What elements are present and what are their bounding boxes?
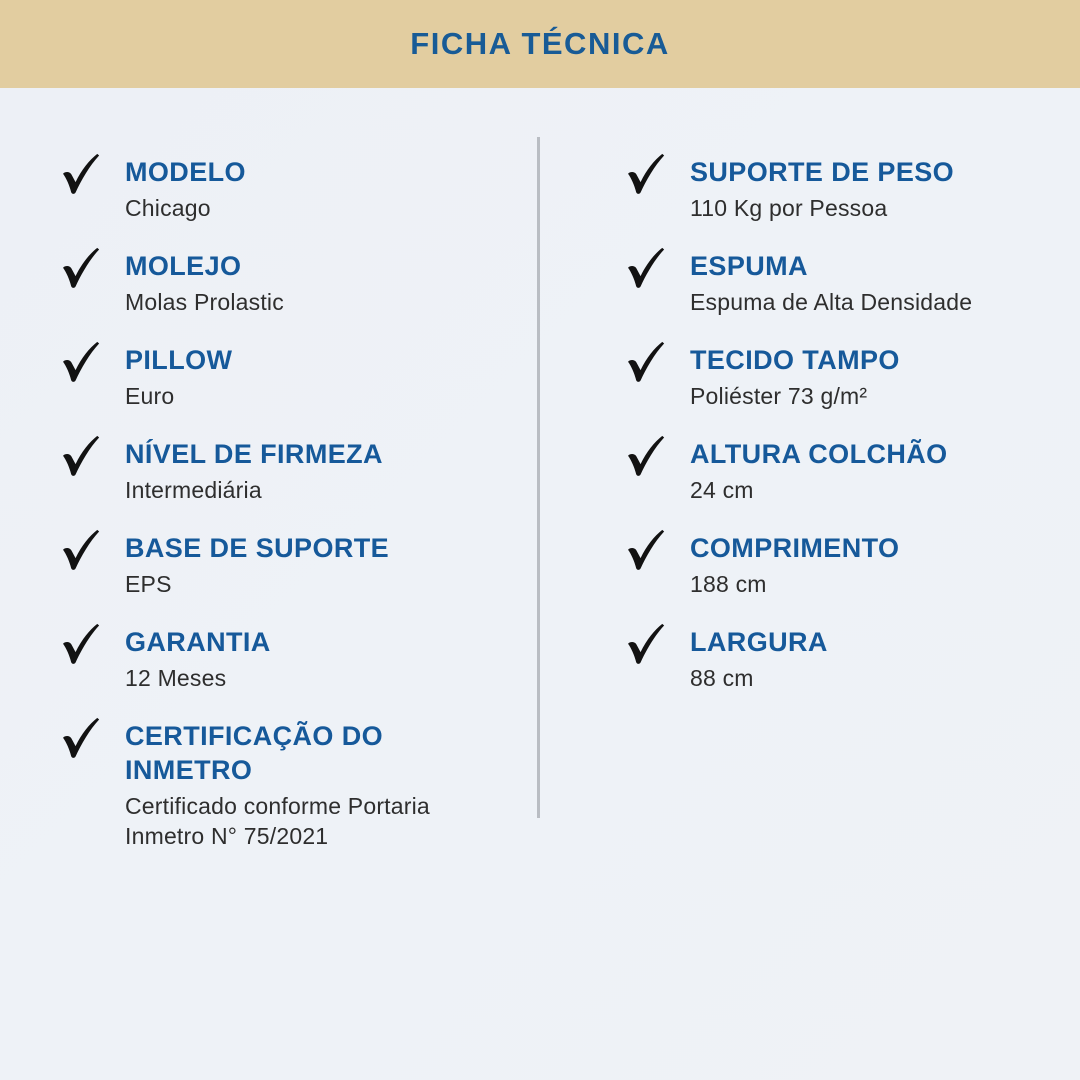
spec-label: BASE DE SUPORTE xyxy=(125,533,390,563)
spec-value: 188 cm xyxy=(690,571,767,597)
spec-value: 110 Kg por Pessoa xyxy=(690,195,888,221)
checkmark-icon xyxy=(620,150,666,202)
spec-label: MOLEJO xyxy=(125,251,242,281)
spec-label: ESPUMA xyxy=(690,251,808,281)
spec-item-altura-colchao xyxy=(620,437,1080,505)
spec-label: NÍVEL DE FIRMEZA xyxy=(125,439,383,469)
page-title: FICHA TÉCNICA xyxy=(410,26,670,61)
right-column xyxy=(537,155,1080,877)
spec-value: 24 cm xyxy=(690,477,754,503)
spec-value: 12 Meses xyxy=(125,665,227,691)
spec-value: Espuma de Alta Densidade xyxy=(690,289,973,315)
left-column xyxy=(0,155,537,877)
spec-item-molejo xyxy=(55,249,537,317)
checkmark-icon xyxy=(55,526,101,578)
spec-label: GARANTIA xyxy=(125,627,271,657)
checkmark-icon xyxy=(620,526,666,578)
spec-label: ALTURA COLCHÃO xyxy=(690,439,948,469)
spec-value: Certificado conforme Portaria Inmetro N° 75/2021 xyxy=(125,793,430,849)
checkmark-icon xyxy=(620,620,666,672)
spec-columns xyxy=(0,88,1080,877)
spec-label: TECIDO TAMPO xyxy=(690,345,900,375)
checkmark-icon xyxy=(55,244,101,296)
checkmark-icon xyxy=(55,714,101,766)
spec-label: MODELO xyxy=(125,157,246,187)
spec-item-base-de-suporte xyxy=(55,531,537,599)
column-divider xyxy=(537,137,540,818)
spec-item-largura xyxy=(620,625,1080,693)
ficha-tecnica-header xyxy=(0,0,1080,88)
spec-item-suporte-de-peso xyxy=(620,155,1080,223)
spec-item-pillow xyxy=(55,343,537,411)
checkmark-icon xyxy=(55,620,101,672)
spec-item-modelo xyxy=(55,155,537,223)
spec-label: LARGURA xyxy=(690,627,828,657)
spec-item-comprimento xyxy=(620,531,1080,599)
spec-item-garantia xyxy=(55,625,537,693)
spec-label: PILLOW xyxy=(125,345,233,375)
checkmark-icon xyxy=(620,244,666,296)
spec-label: SUPORTE DE PESO xyxy=(690,157,955,187)
spec-value: Molas Prolastic xyxy=(125,289,284,315)
checkmark-icon xyxy=(55,432,101,484)
checkmark-icon xyxy=(620,432,666,484)
spec-item-certificacao-inmetro xyxy=(55,719,537,851)
checkmark-icon xyxy=(55,150,101,202)
spec-value: Intermediária xyxy=(125,477,262,503)
checkmark-icon xyxy=(55,338,101,390)
spec-value: 88 cm xyxy=(690,665,754,691)
spec-item-espuma xyxy=(620,249,1080,317)
spec-label: COMPRIMENTO xyxy=(690,533,900,563)
checkmark-icon xyxy=(620,338,666,390)
spec-label: CERTIFICAÇÃO DO INMETRO xyxy=(125,721,383,785)
spec-value: Poliéster 73 g/m² xyxy=(690,383,868,409)
spec-item-tecido-tampo xyxy=(620,343,1080,411)
spec-item-nivel-de-firmeza xyxy=(55,437,537,505)
spec-value: Chicago xyxy=(125,195,211,221)
spec-value: EPS xyxy=(125,571,172,597)
spec-value: Euro xyxy=(125,383,175,409)
